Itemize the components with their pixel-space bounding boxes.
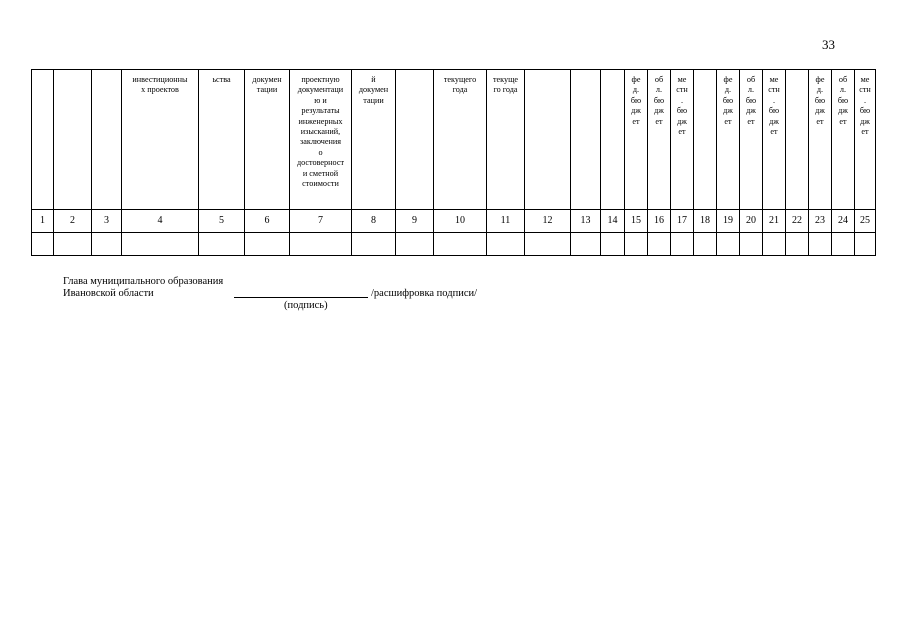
column-number: 12 [525,210,571,233]
column-number: 19 [717,210,740,233]
signature-decoding-label: /расшифровка подписи/ [371,288,478,299]
header-cell: об л. бю дж ет [740,70,763,210]
header-cell: фе д. бю дж ет [625,70,648,210]
empty-cell [648,233,671,256]
empty-cell [786,233,809,256]
header-cell: текуще го года [487,70,525,210]
column-number: 25 [855,210,876,233]
column-number-row [32,210,876,233]
column-number: 21 [763,210,786,233]
data-table [31,69,876,256]
empty-cell [525,233,571,256]
header-cell: й докумен тации [352,70,396,210]
empty-cell [855,233,876,256]
column-number: 8 [352,210,396,233]
signatory-title-line2: Ивановской области [63,288,154,299]
signature-caption: (подпись) [284,300,328,311]
empty-cell [396,233,434,256]
column-number: 6 [245,210,290,233]
table-header-row [32,70,876,210]
empty-cell [694,233,717,256]
column-number: 14 [601,210,625,233]
header-cell: докумен тации [245,70,290,210]
header-cell: ме стн . бю дж ет [763,70,786,210]
empty-cell [832,233,855,256]
column-number: 22 [786,210,809,233]
column-number: 4 [122,210,199,233]
header-cell [396,70,434,210]
column-number: 16 [648,210,671,233]
header-cell [54,70,92,210]
column-number: 17 [671,210,694,233]
empty-cell [290,233,352,256]
column-number: 20 [740,210,763,233]
empty-cell [245,233,290,256]
column-number: 2 [54,210,92,233]
empty-cell [92,233,122,256]
header-cell [694,70,717,210]
header-cell: ме стн . бю дж ет [855,70,876,210]
column-number: 7 [290,210,352,233]
empty-cell [434,233,487,256]
empty-data-row [32,233,876,256]
signatory-title-line1: Глава муниципального образования [63,276,224,287]
empty-cell [122,233,199,256]
header-cell [92,70,122,210]
header-cell [571,70,601,210]
header-cell: ме стн . бю дж ет [671,70,694,210]
page-number: 33 [822,37,835,52]
column-number: 5 [199,210,245,233]
empty-cell [571,233,601,256]
header-cell [32,70,54,210]
empty-cell [199,233,245,256]
column-number: 11 [487,210,525,233]
column-number: 24 [832,210,855,233]
header-cell: ьства [199,70,245,210]
header-cell: проектную документаци ю и результаты инженерных изысканий, заключения о достоверност и сметной стоимости [290,70,352,210]
column-number: 9 [396,210,434,233]
column-number: 1 [32,210,54,233]
empty-cell [32,233,54,256]
header-cell: об л. бю дж ет [648,70,671,210]
column-number: 10 [434,210,487,233]
empty-cell [809,233,832,256]
column-number: 3 [92,210,122,233]
column-number: 15 [625,210,648,233]
column-number: 13 [571,210,601,233]
column-number: 23 [809,210,832,233]
empty-cell [740,233,763,256]
header-cell: инвестиционны х проектов [122,70,199,210]
signature-line [234,297,368,298]
header-cell: фе д. бю дж ет [809,70,832,210]
header-cell: фе д. бю дж ет [717,70,740,210]
empty-cell [671,233,694,256]
empty-cell [717,233,740,256]
header-cell [601,70,625,210]
column-number: 18 [694,210,717,233]
empty-cell [54,233,92,256]
empty-cell [487,233,525,256]
empty-cell [625,233,648,256]
empty-cell [763,233,786,256]
header-cell: текущего года [434,70,487,210]
empty-cell [601,233,625,256]
empty-cell [352,233,396,256]
header-cell [525,70,571,210]
header-cell: об л. бю дж ет [832,70,855,210]
header-cell [786,70,809,210]
